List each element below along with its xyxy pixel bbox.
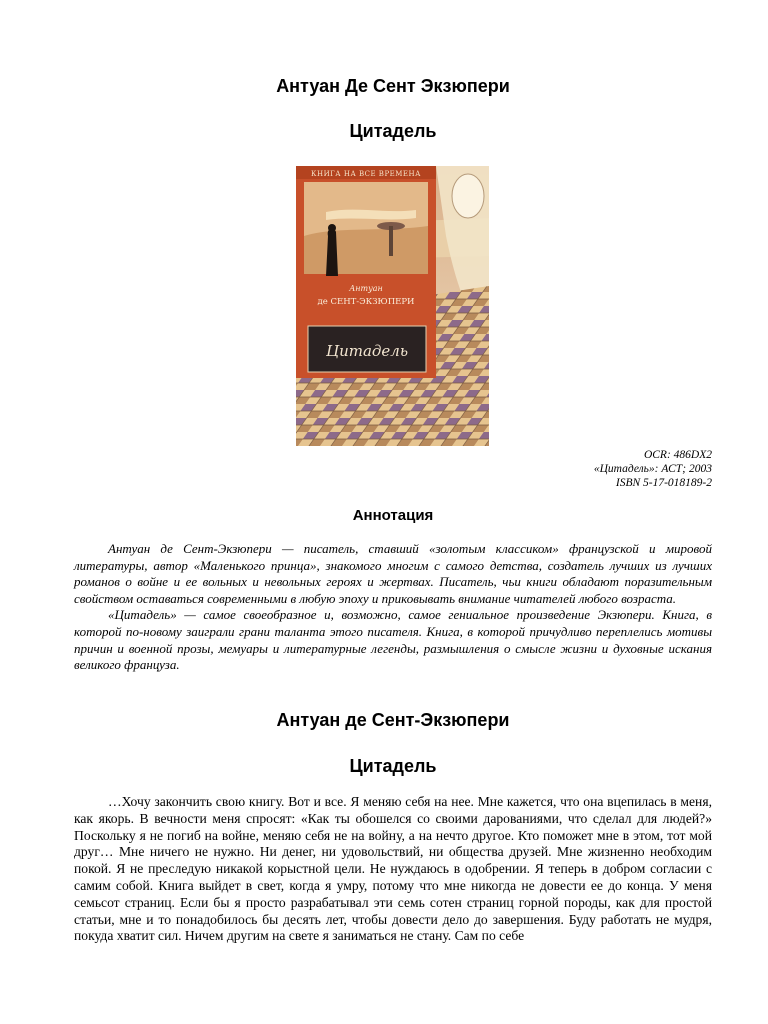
annotation-heading: Аннотация [352,507,434,524]
annotation-paragraph-1: Антуан де Сент-Экзюпери — писатель, ставший «золотым классиком» французской и мировой литературы, автор «Маленького принца», знакомого многим с самого детства, создатель лучших из лучших романов о войне и ее вольных и невольных героях и жертвах. Писатель, чьи книги обладают поразительным свойством оставаться современными в любую эпоху и приковывать внимание читателей любого возраста. [74,541,712,606]
annotation-text [74,541,712,674]
body-text [74,794,712,945]
book-cover-image [296,166,489,446]
section-title-heading: Цитадель [349,756,437,776]
cover-author-last: де СЕНТ-ЭКЗЮПЕРИ [317,297,415,307]
cover-title: Цитадель [325,342,409,360]
publication-info [412,448,712,490]
edition-line: «Цитадель»: АСТ; 2003 [593,463,712,475]
body-paragraph-1: …Хочу закончить свою книгу. Вот и все. Я меняю себя на нее. Мне кажется, что она вцепилась в меня, как якорь. В вечности меня спросят: «Как ты обошелся со своими дарованиями, что сделал для людей?» Поскольку я не погиб на войне, меняю себя не на войну, а на нечто другое. Кто поможет мне в этом, тот мой друг… Мне ничего не нужно. Ни денег, ни удовольствий, ни общества друзей. Мне жизненно необходим покой. Я не преследую никакой корыстной цели. Не нуждаюсь в одобрении. Я теперь в добром согласии с самим собой. Книга выйдет в свет, когда я умру, потому что мне никогда не довести ее до конца. У меня семьсот страниц. Если бы я просто разрабатывал эти семь сотен страниц горной породы, как для простой статьи, мне и то понадобилось бы десять лет, чтобы довести дело до завершения. Буду работать не мудря, покуда хватит сил. Ничем другим на свете я заниматься не стану. Сам по себе [74,794,712,944]
annotation-paragraph-2: «Цитадель» — самое своеобразное и, возможно, самое гениальное произведение Экзюпери. Книга, в которой по-новому заиграли грани таланта этого писателя. Книга, в которой причудливо переплелись мотивы причин и военной прозы, мемуары и литературные легенды, размышления о смысле жизни и духовные искания великого француза. [74,607,712,673]
isbn-line: ISBN 5-17-018189-2 [615,477,712,489]
cover-author-first: Антуан [349,284,383,293]
section-author-heading: Антуан де Сент-Экзюпери [276,710,510,730]
cover-series: КНИГА НА ВСЕ ВРЕМЕНА [311,170,421,178]
book-title-heading: Цитадель [349,121,437,141]
ocr-line: OCR: 486DX2 [643,449,712,461]
book-author-heading: Антуан Де Сент Экзюпери [276,76,510,96]
